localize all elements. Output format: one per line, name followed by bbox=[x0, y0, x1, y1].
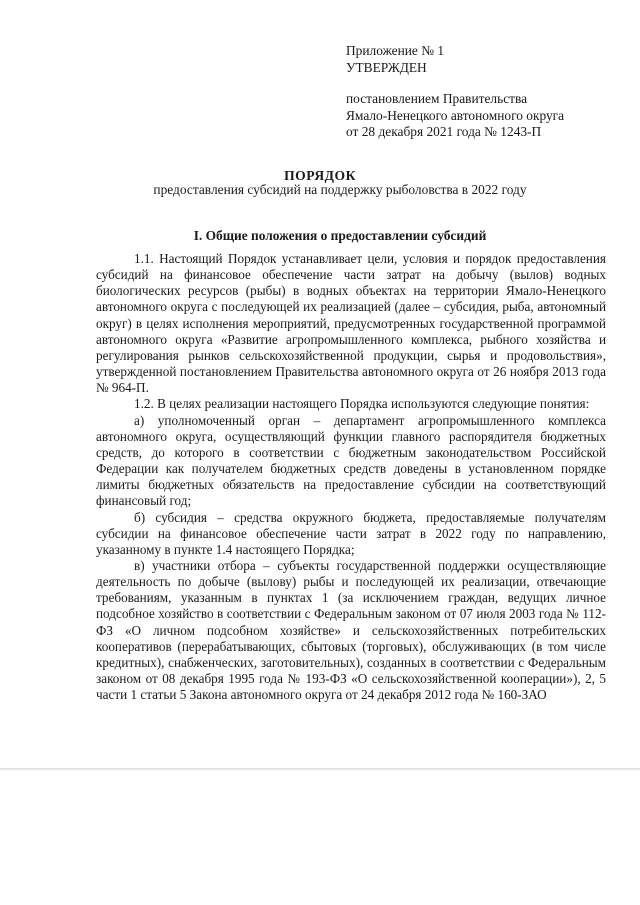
document-title: ПОРЯДОК bbox=[284, 168, 356, 183]
section-heading: I. Общие положения о предоставлении субсидий bbox=[193, 228, 487, 243]
page-edge bbox=[0, 768, 640, 771]
decree-line: Ямало-Ненецкого автономного округа bbox=[346, 107, 565, 123]
decree-line: постановлением Правительства bbox=[346, 91, 528, 106]
appendix-label: Приложение № 1 bbox=[346, 43, 445, 58]
paragraph: в) участники отбора – субъекты государственной поддержки осуществляющие деятельность по добыче (вылову) рыбы и последующей их реализации, отвечающие требованиям, указанным в пунктах 1 (за исключением граждан, ведущих личное подсобное хозяйство в соответствии с Федеральным законом от 07 июля 2003 года № 112-ФЗ «О личном подсобном хозяйстве» и сельскохозяйственных потребительских кооперативов (перерабатывающих, сбытовых (торговых), обслуживающих (в том числе кредитных), снабженческих, заготовительных), созданных в соответствии с Федеральным законом от 08 декабря 1995 года № 193-ФЗ «О сельскохозяйственной кооперации»), 2, 5 части 1 статьи 5 Закона автономного округа от 24 декабря 2012 года № 160-ЗАО bbox=[96, 557, 606, 703]
decree-line: от 28 декабря 2021 года № 1243-П bbox=[346, 124, 542, 139]
approved-label: УТВЕРЖДЕН bbox=[346, 59, 427, 75]
document-subtitle: предоставления субсидий на поддержку рыболовства в 2022 году bbox=[153, 182, 527, 197]
document-body bbox=[96, 251, 606, 703]
paragraph: а) уполномоченный орган – департамент агропромышленного комплекса автономного округа, осуществляющий функции главного распорядителя бюджетных средств, до которого в соответствии с бюджетным законодательством Российской Федерации как получателем бюджетных средств доведены в установленном порядке лимиты бюджетных обязательств на предоставление субсидии на соответствующий финансовый год; bbox=[96, 412, 606, 509]
paragraph: 1.2. В целях реализации настоящего Порядка используются следующие понятия: bbox=[134, 396, 590, 412]
approval-block bbox=[346, 43, 564, 141]
paragraph: б) субсидия – средства окружного бюджета, предоставляемые получателям субсидии на финансовое обеспечение части затрат в 2022 году по направлению, указанному в пункте 1.4 настоящего Порядка; bbox=[96, 509, 606, 557]
paragraph: 1.1. Настоящий Порядок устанавливает цели, условия и порядок предоставления субсидий на финансовое обеспечение части затрат на добычу (вылов) водных биологических ресурсов (рыбы) в водных объектах на территории Ямало-Ненецкого автономного округа с последующей их реализацией (далее – субсидия, рыба, автономный округ) в целях исполнения мероприятий, предусмотренных государственной программой автономного округа «Развитие агропромышленного комплекса, рыбного хозяйства и регулирования рынков сельскохозяйственной продукции, сырья и продовольствия», утвержденной постановлением Правительства автономного округа от 26 ноября 2013 года № 964-П. bbox=[96, 251, 606, 396]
